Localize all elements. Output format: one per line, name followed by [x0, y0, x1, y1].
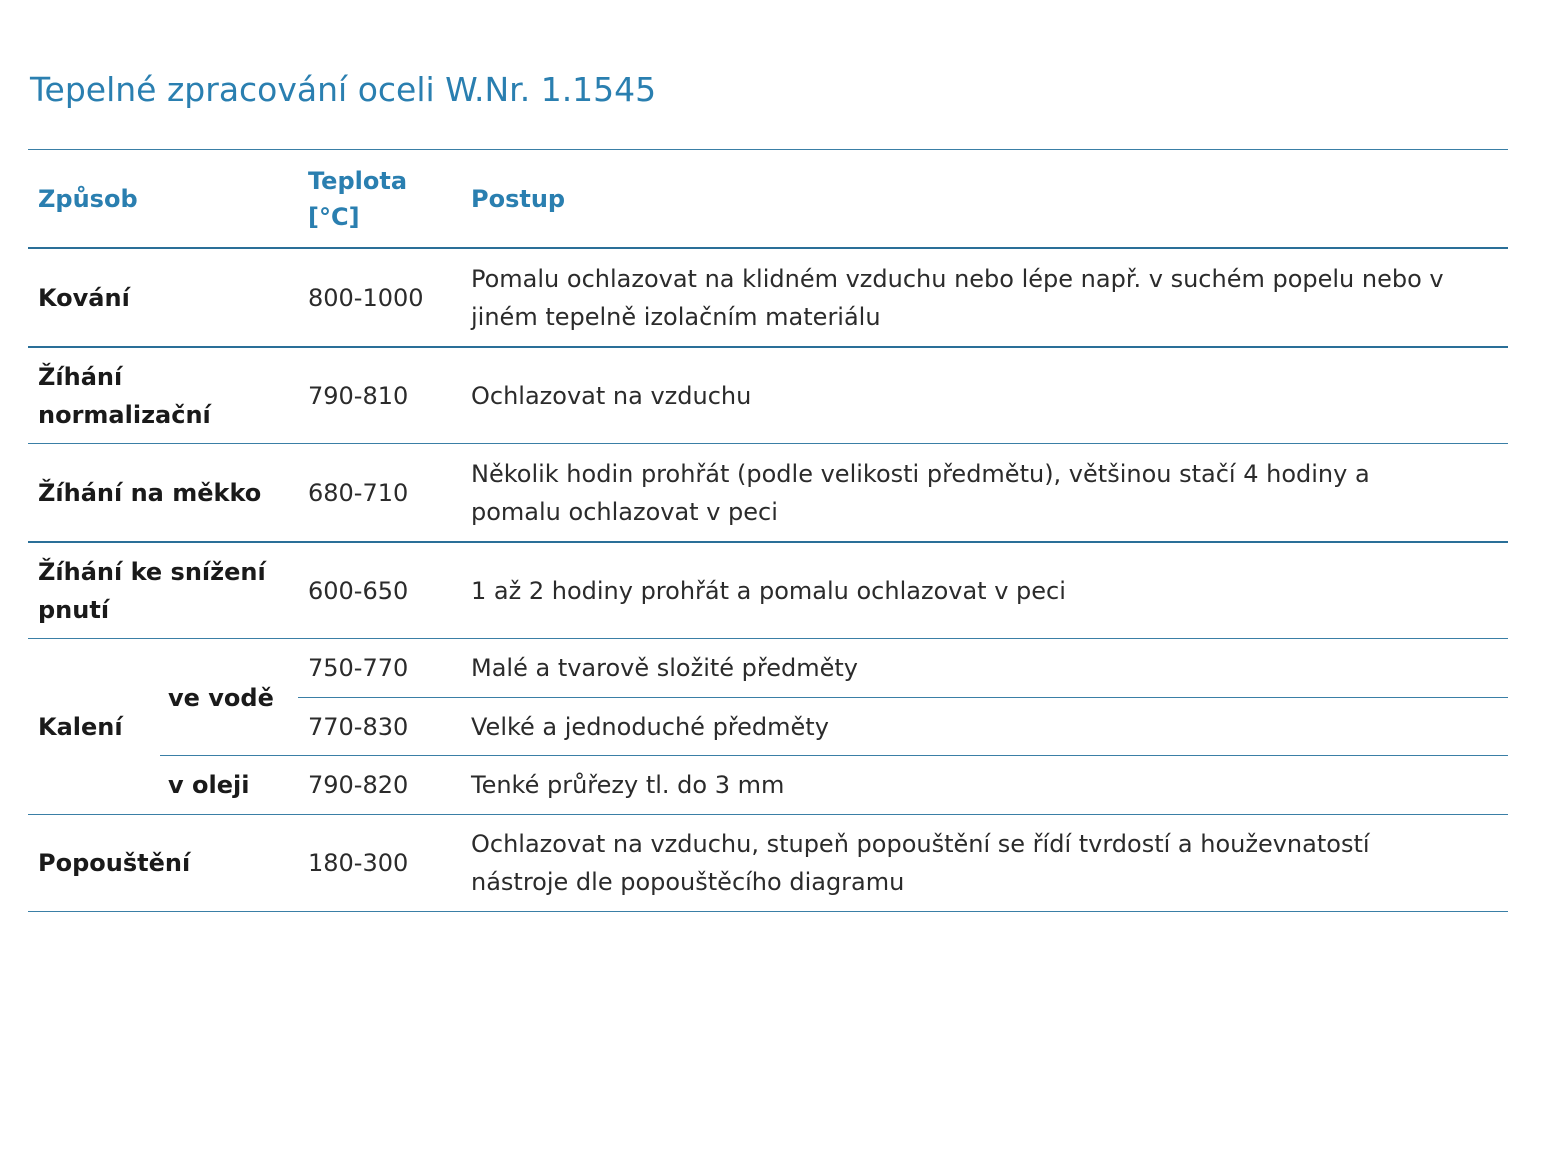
- procedure-line: Několik hodin prohřát (podle velikosti předmětu), většinou stačí 4 hodiny a: [471, 459, 1370, 488]
- header-method: [38, 150, 298, 247]
- row-procedure: [471, 543, 1508, 638]
- row-procedure: [471, 249, 1508, 346]
- quench-medium: [168, 639, 298, 756]
- row-temperature: [308, 444, 458, 541]
- procedure-line: Ochlazovat na vzduchu: [471, 381, 752, 410]
- medium-label: v oleji: [168, 771, 250, 799]
- row-method: [38, 639, 158, 814]
- temperature-value: 600-650: [308, 576, 409, 605]
- heat-treatment-table: [28, 149, 1508, 912]
- method-label: Kalení: [38, 712, 123, 741]
- row-procedure: [471, 444, 1508, 541]
- header-temperature-line2: [°C]: [308, 202, 360, 231]
- header-procedure-label: Postup: [471, 184, 566, 213]
- header-procedure: [471, 150, 1501, 247]
- row-temperature: [308, 249, 458, 346]
- method-label: Žíhání na měkko: [38, 478, 262, 507]
- method-line: Žíhání ke snížení: [38, 557, 266, 586]
- row-temperature: [308, 756, 458, 814]
- row-method: [38, 249, 298, 346]
- row-method: [38, 444, 298, 541]
- procedure-line: 1 až 2 hodiny prohřát a pomalu ochlazovat v peci: [471, 576, 1066, 605]
- procedure-line: Malé a tvarově složité předměty: [471, 654, 859, 682]
- header-temperature-line1: Teplota: [308, 166, 408, 195]
- medium-label: ve vodě: [168, 683, 274, 712]
- row-temperature: [308, 639, 458, 697]
- method-line: Žíhání: [38, 362, 123, 391]
- row-procedure: [471, 815, 1508, 911]
- page-title: Tepelné zpracování oceli W.Nr. 1.1545: [30, 70, 657, 109]
- quench-medium: [168, 756, 298, 814]
- row-procedure: [471, 639, 1508, 697]
- row-procedure: [471, 756, 1508, 814]
- procedure-line: Velké a jednoduché předměty: [471, 712, 829, 741]
- procedure-line: jiném tepelně izolačním materiálu: [471, 302, 881, 331]
- temperature-value: 680-710: [308, 478, 409, 507]
- procedure-line: pomalu ochlazovat v peci: [471, 497, 778, 526]
- row-method: [38, 815, 298, 911]
- temperature-value: 800-1000: [308, 283, 424, 312]
- row-temperature: [308, 543, 458, 638]
- temperature-value: 770-830: [308, 712, 409, 741]
- procedure-line: Tenké průřezy tl. do 3 mm: [471, 771, 785, 799]
- method-line: pnutí: [38, 595, 110, 624]
- method-label: Kování: [38, 283, 130, 312]
- header-temperature: [308, 150, 458, 247]
- method-label: Popouštění: [38, 849, 191, 877]
- row-procedure: [471, 348, 1508, 443]
- table-bottom-border: [28, 911, 1508, 912]
- row-procedure: [471, 698, 1508, 755]
- row-temperature: [308, 348, 458, 443]
- row-temperature: [308, 698, 458, 755]
- procedure-line: nástroje dle popouštěcího diagramu: [471, 868, 905, 896]
- method-line: normalizační: [38, 400, 211, 429]
- header-method-label: Způsob: [38, 184, 138, 213]
- temperature-value: 790-820: [308, 771, 409, 799]
- temperature-value: 750-770: [308, 654, 409, 682]
- row-method: [38, 348, 298, 443]
- row-temperature: [308, 815, 458, 911]
- row-method: [38, 543, 298, 638]
- temperature-value: 790-810: [308, 381, 409, 410]
- temperature-value: 180-300: [308, 849, 409, 877]
- procedure-line: Ochlazovat na vzduchu, stupeň popouštění se řídí tvrdostí a houževnatostí: [471, 830, 1370, 858]
- procedure-line: Pomalu ochlazovat na klidném vzduchu nebo lépe např. v suchém popelu nebo v: [471, 264, 1444, 293]
